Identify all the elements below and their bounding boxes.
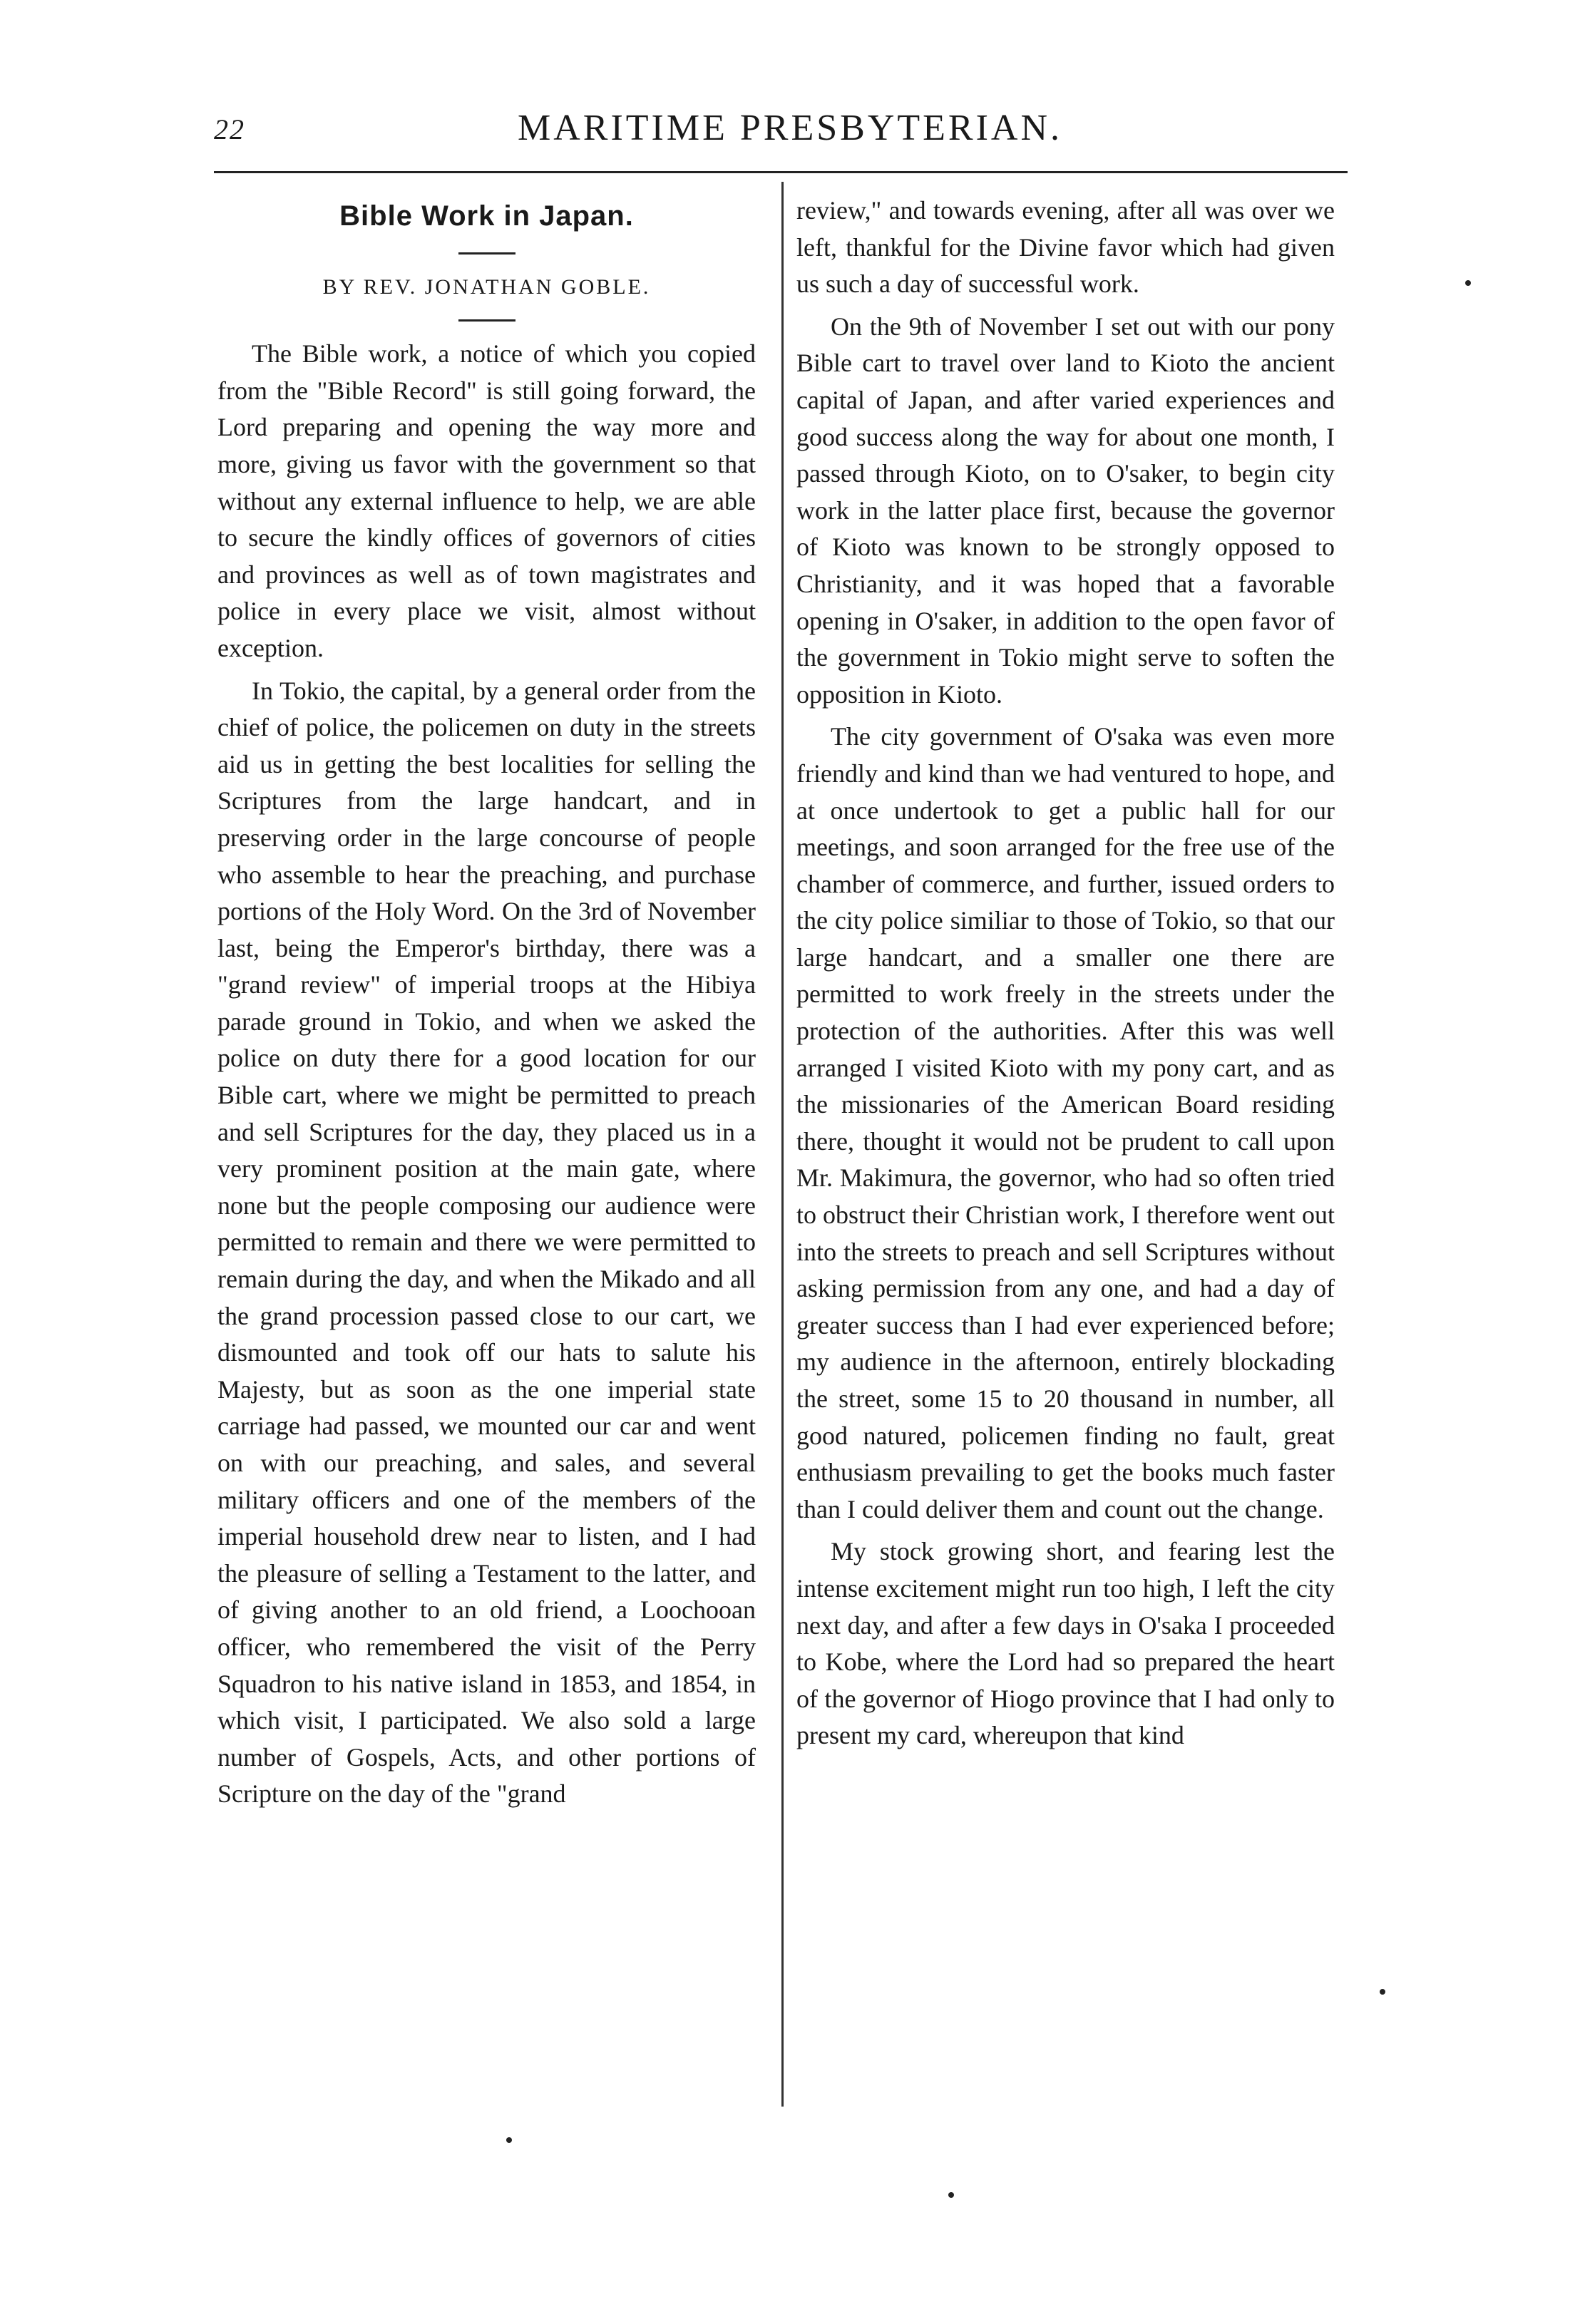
print-speck <box>506 2137 512 2143</box>
print-speck <box>1380 1989 1385 1995</box>
print-speck <box>1465 280 1471 286</box>
paragraph: The Bible work, a notice of which you copied from the "Bible Record" is still going forward, the Lord preparing and opening the way more and more, giving us favor with the government so that without any external influence to help, we are able to secure the kindly offices of governors of cities and provinces as well as of town magistrates and police in every place we visit, almost without exception. <box>217 339 756 662</box>
paragraph: In Tokio, the capital, by a general order from the chief of police, the policemen on duty in the streets aid us in getting the best localities for selling the Scriptures from the large handcart, and in preserving order in the large concourse of people who assemble to hear the preaching, and purchase portions of the Holy Word. On the 3rd of November last, being the Emperor's birthday, there was a "grand review" of imperial troops at the Hibiya parade ground in Tokio, and when we asked the police on duty there for a good location for our Bible cart, where we might be permitted to preach and sell Scriptures for the day, they placed us in a very prominent position at the main gate, where none but the people composing our audience were permitted to remain and there we were permitted to remain during the day, and when the Mikado and all the grand procession passed close to our cart, we dismounted and took off our hats to salute his Majesty, but as soon as the one imperial state carriage had passed, we mounted our car and went on with our preaching, and sales, and several military officers and one of the members of the imperial household drew near to listen, and I had the pleasure of selling a Testament to the latter, and of giving another to an old friend, a Loochooan officer, who remembered the visit of the Perry Squadron to his native island in 1853, and 1854, in which visit, I participated. We also sold a large number of Gospels, Acts, and other portions of Scripture on the day of the "grand <box>217 676 756 1809</box>
header-rule <box>214 171 1348 173</box>
title-rule <box>458 252 515 254</box>
page-header <box>0 107 1580 164</box>
print-speck <box>948 2192 954 2198</box>
column-divider <box>781 182 784 2107</box>
paragraph: The city government of O'saka was even more friendly and kind than we had ventured to hope, and at once undertook to get a public hall for our meetings, and soon arranged for the free use of the chamber of commerce, and further, issued orders to the city police similiar to those of Tokio, so that our large handcart, and a smaller one there are permitted to work freely in the streets under the protection of the authorities. After this was well arranged I visited Kioto with my pony cart, and as the missionaries of the American Board residing there, thought it would not be prudent to call upon Mr. Makimura, the governor, who had so often tried to obstruct their Christian work, I therefore went out into the streets to preach and sell Scriptures without asking permission from any one, and had a day of greater success than I had ever experienced before; my audience in the afternoon, entirely blockading the street, some 15 to 20 thousand in number, all good natured, policemen finding no fault, great enthusiasm prevailing to get the books much faster than I could deliver them and count out the change. <box>796 722 1335 1523</box>
page-number: 22 <box>214 113 245 145</box>
left-column <box>217 192 756 1819</box>
paragraph: review," and towards evening, after all was over we left, thankful for the Divine favor which had given us such a day of successful work. <box>796 196 1335 299</box>
paragraph: On the 9th of November I set out with our pony Bible cart to travel over land to Kioto the ancient capital of Japan, and after varied experiences and good success along the way for about one month, I passed through Kioto, on to O'saker, to begin city work in the latter place first, because the governor of Kioto was known to be strongly opposed to Christianity, and it was hoped that a favorable opening in O'saker, in addition to the open favor of the government in Tokio might serve to soften the opposition in Kioto. <box>796 312 1335 709</box>
running-title: MARITIME PRESBYTERIAN. <box>517 108 1063 148</box>
right-column <box>796 192 1335 1760</box>
paragraph: My stock growing short, and fearing lest the intense excitement might run too high, I left the city next day, and after a few days in O'saka I proceeded to Kobe, where the Lord had so prepared the heart of the governor of Hiogo province that I had only to present my card, whereupon that kind <box>796 1537 1335 1750</box>
byline-rule <box>458 319 515 322</box>
article-byline: BY REV. JONATHAN GOBLE. <box>322 274 651 299</box>
article-title: Bible Work in Japan. <box>339 200 634 232</box>
